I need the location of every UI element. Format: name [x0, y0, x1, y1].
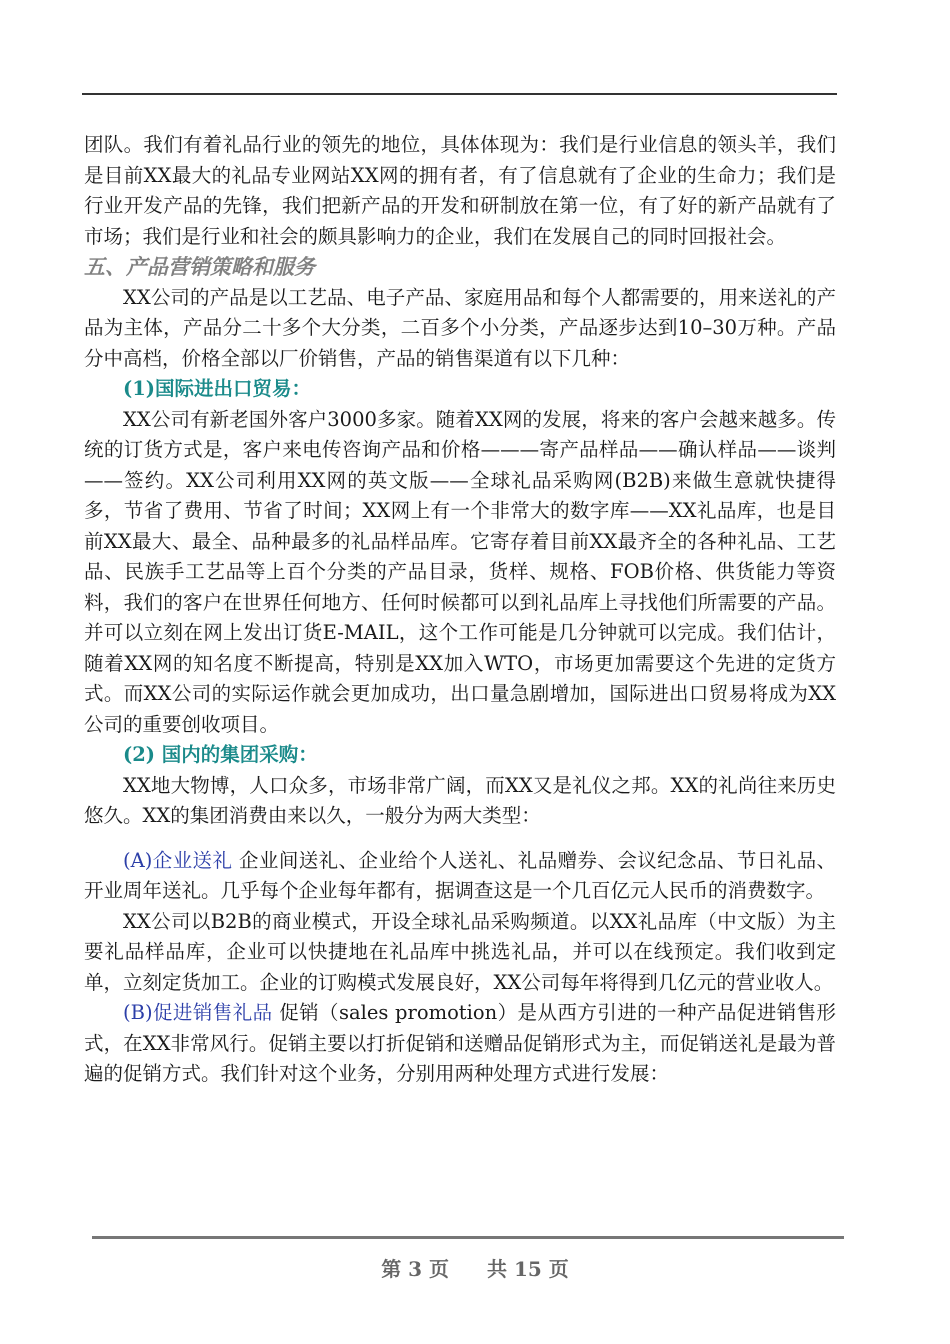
paragraph-corporate-gifts	[84, 846, 836, 907]
paragraph-products: XX公司的产品是以工艺品、电子产品、家庭用品和每个人都需要的，用来送礼的产品为主体，产品分二十多个大分类，二百多个小分类，产品逐步达到10–30万种。产品分中高档，价格全部以厂价销售，产品的销售渠道有以下几种：	[84, 285, 836, 370]
subheading-international-trade: (1)国际进出口贸易：	[123, 377, 312, 400]
text-promotion-gifts: 促销（sales promotion）是从西方引进的一种产品促进销售形式，在XX非常风行。促销主要以打折促销和送赠品促销形式为主，而促销送礼是最为普遍的促销方式。我们针对这个业务，分别用两种处理方式进行发展：	[84, 1001, 836, 1085]
subheading-group-purchase: (2) 国内的集团采购：	[123, 743, 318, 766]
page-total: 共 15 页	[487, 1257, 569, 1281]
paragraph-group-purchase: XX地大物博，人口众多，市场非常广阔，而XX又是礼仪之邦。XX的礼尚往来历史悠久。XX的集团消费由来以久，一般分为两大类型：	[84, 773, 836, 827]
paragraph-promotion-gifts	[84, 998, 836, 1090]
footer-rule	[92, 1236, 844, 1239]
paragraph-international-trade: XX公司有新老国外客户3000多家。随着XX网的发展，将来的客户会越来越多。传统的订货方式是，客户来电传咨询产品和价格———寄产品样品——确认样品——谈判——签约。XX公司利用XX网的英文版——全球礼品采购网(B2B)来做生意就快捷得多，节省了费用、节省了时间；XX网上有一个非常大的数字库——XX礼品库，也是目前XX最大、最全、品种最多的礼品样品库。它寄存着目前XX最齐全的各种礼品、工艺品、民族手工艺品等上百个分类的产品目录，货样、规格、FOB价格、供货能力等资料，我们的客户在世界任何地方、任何时候都可以到礼品库上寻找他们所需要的产品。并可以立刻在网上发出订货E-MAIL，这个工作可能是几分钟就可以完成。我们估计，随着XX网的知名度不断提高，特别是XX加入WTO，市场更加需要这个先进的定货方式。而XX公司的实际运作就会更加成功，出口量急剧增加，国际进出口贸易将成为XX公司的重要创收项目。	[84, 407, 836, 736]
section-heading: 五、产品营销策略和服务	[84, 254, 315, 279]
document-body	[84, 130, 836, 1090]
page-footer	[0, 1253, 950, 1282]
paragraph-team: 团队。我们有着礼品行业的领先的地位，具体体现为：我们是行业信息的领头羊，我们是目前XX最大的礼品专业网站XX网的拥有者，有了信息就有了企业的生命力；我们是行业开发产品的先锋，我们把新产品的开发和研制放在第一位，有了好的新产品就有了市场；我们是行业和社会的颇具影响力的企业，我们在发展自己的同时回报社会。	[84, 133, 836, 248]
term-promotion-gifts: (B)促进销售礼品	[123, 1001, 273, 1024]
term-corporate-gifts: (A)企业送礼	[123, 848, 233, 872]
header-rule	[82, 93, 837, 95]
page-number: 第 3 页	[381, 1257, 450, 1281]
paragraph-b2b-model: XX公司以B2B的商业模式，开设全球礼品采购频道。以XX礼品库（中文版）为主要礼品样品库，企业可以快捷地在礼品库中挑选礼品，并可以在线预定。我们收到定单，立刻定货加工。企业的订购模式发展良好，XX公司每年将得到几亿元的营业收人。	[84, 909, 836, 994]
text-corporate-gifts: 企业间送礼、企业给个人送礼、礼品赠券、会议纪念品、节日礼品、开业周年送礼。几乎每个企业每年都有，据调查这是一个几百亿元人民币的消费数字。	[84, 848, 836, 902]
